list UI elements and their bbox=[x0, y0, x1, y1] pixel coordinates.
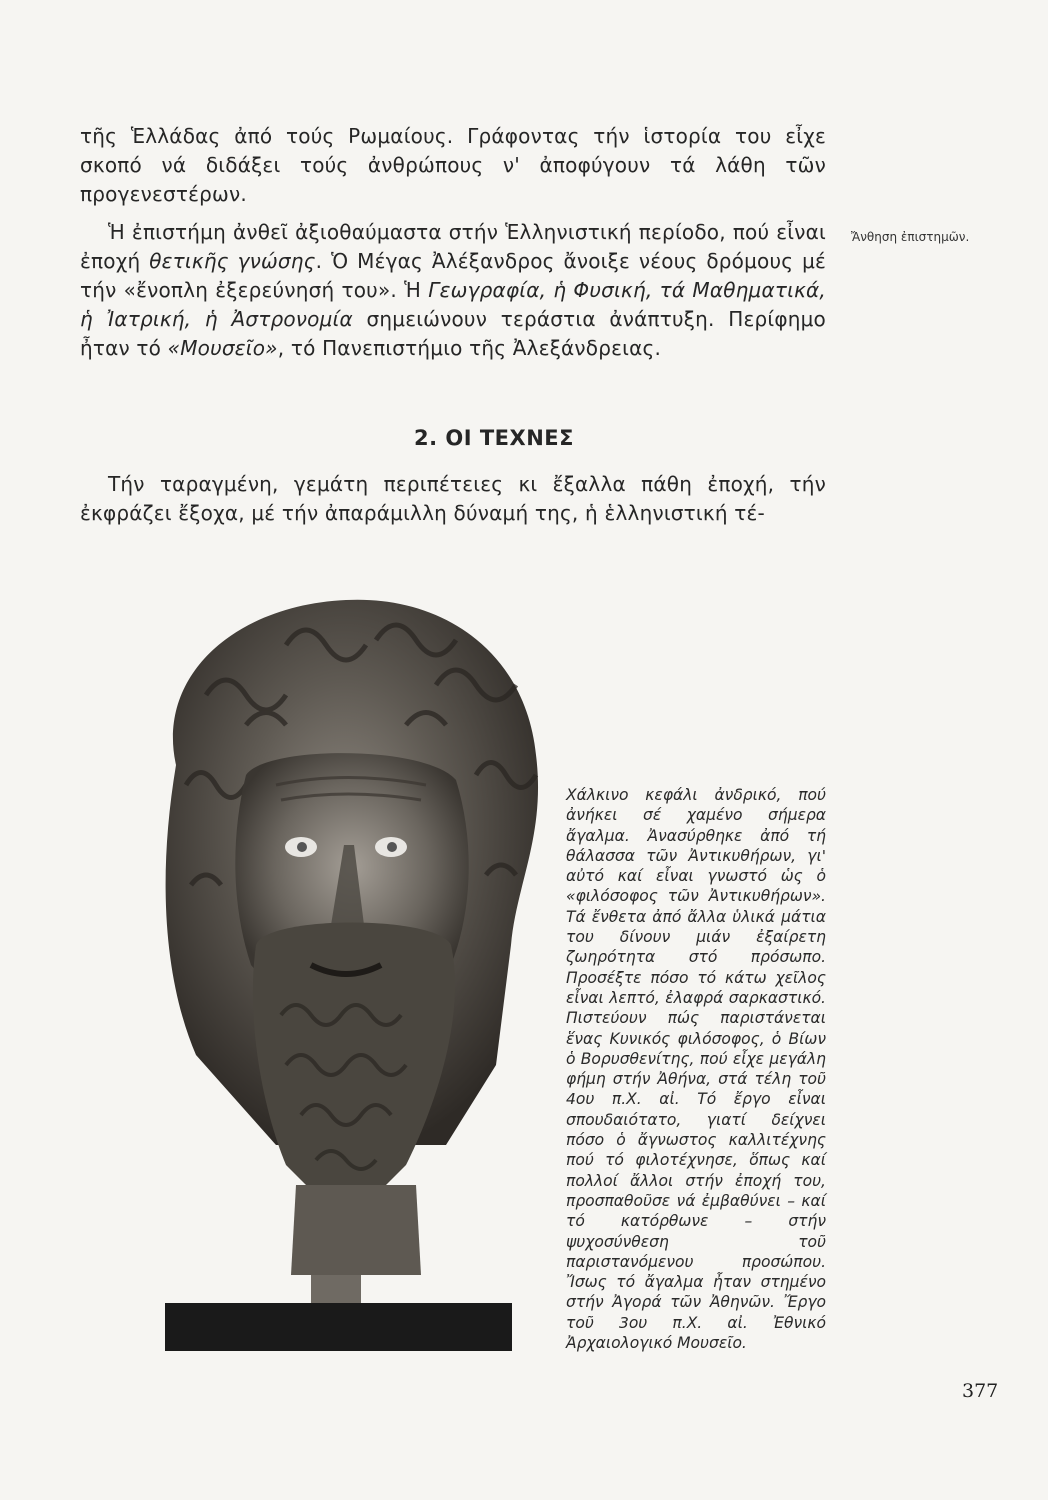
neck-shape bbox=[291, 1185, 421, 1275]
margin-note: Ἄνθηση ἐπιστημῶν. bbox=[851, 230, 970, 244]
p2-text-2: . Ὁ Μέγας Ἀλέξανδρος ἄνοιξε νέους δρόμους μέ τήν «ἔνοπλη ἐξερεύνησή του». Ἡ bbox=[80, 249, 827, 302]
paragraph-3: Τήν ταραγμένη, γεμάτη περιπέτειες κι ἔξαλλα πάθη ἐποχή, τήν ἐκφράζει ἔξοχα, μέ τήν ἀπαράμιλλη δύναμή της, ἡ ἑλληνιστική τέ- bbox=[80, 472, 826, 525]
right-pupil bbox=[387, 842, 397, 852]
p2-text-1: Ἡ ἐπιστήμη ἀνθεῖ ἀξιοθαύμαστα στήν Ἑλληνιστική περίοδο, πού εἶναι ἐποχή bbox=[80, 220, 826, 273]
p2-text-4: , τό Πανεπιστήμιο τῆς Ἀλεξάνδρειας. bbox=[277, 336, 661, 360]
page-number: 377 bbox=[962, 1380, 999, 1402]
section-heading: 2. ΟΙ ΤΕΧΝΕΣ bbox=[413, 426, 574, 450]
bronze-head-photo bbox=[116, 585, 576, 1330]
p2-emphasis-2: Γεωγραφία, ἡ Φυσική, τά Μαθηματικά, ἡ Ἰατρική, ἡ Ἀστρονομία bbox=[80, 278, 826, 331]
p2-emphasis-1: θετικῆς γνώσης bbox=[149, 249, 316, 273]
paragraph-1: τῆς Ἑλλάδας ἀπό τούς Ρωμαίους. Γράφοντας τήν ἱστορία του εἶχε σκοπό νά διδάξει τούς ἀνθρώπους ν' ἀποφύγουν τά λάθη τῶν προγενεστέρων. bbox=[80, 124, 826, 206]
p2-text-3: σημειώνουν τεράστια ἀνάπτυξη. Περίφημο ἦταν τό bbox=[80, 307, 826, 360]
p2-emphasis-3: «Μουσεῖο» bbox=[167, 336, 278, 360]
left-pupil bbox=[297, 842, 307, 852]
figure-caption: Χάλκινο κεφάλι ἀνδρικό, πού ἀνήκει σέ χαμένο σήμερα ἄγαλμα. Ἀνασύρθηκε ἀπό τή θάλασσα τῶν Ἀντικυθήρων, γι' αὐτό καί εἶναι γνωστό ὡς ὁ «φιλόσοφος τῶν Ἀντικυθήρων». Τά ἔνθετα ἀπό ἄλλα ὑλικά μάτια του δίνουν μιάν ἐξαίρετη ζωηρότητα στό πρόσωπο. Προσέξτε πόσο τό κάτω χεῖλος εἶναι λεπτό, ἐλαφρά σαρκαστικό. Πιστεύουν πώς παριστάνεται ἕνας Κυνικός φιλόσοφος, ὁ Βίων ὁ Βορυσθενίτης, πού εἶχε μεγάλη φήμη στήν Ἀθήνα, στά τέλη τοῦ 4ου π.Χ. αἰ. Τό ἔργο εἶναι σπουδαιότατο, γιατί δείχνει πόσο ὁ ἄγνωστος καλλιτέχνης πού τό φιλοτέχνησε, ὅπως καί πολλοί ἄλλοι στήν ἐποχή του, προσπαθοῦσε νά ἐμβαθύνει – καί τό κατόρθωνε – στήν ψυχοσύνθεση τοῦ παριστανόμενου προσώπου. Ἴσως τό ἄγαλμα ἦταν στημένο στήν Ἀγορά τῶν Ἀθηνῶν. Ἔργο τοῦ 3ου π.Χ. αἰ. Ἐθνικό Ἀρχαιολογικό Μουσεῖο. bbox=[566, 786, 826, 1353]
paragraph-2 bbox=[80, 218, 826, 363]
